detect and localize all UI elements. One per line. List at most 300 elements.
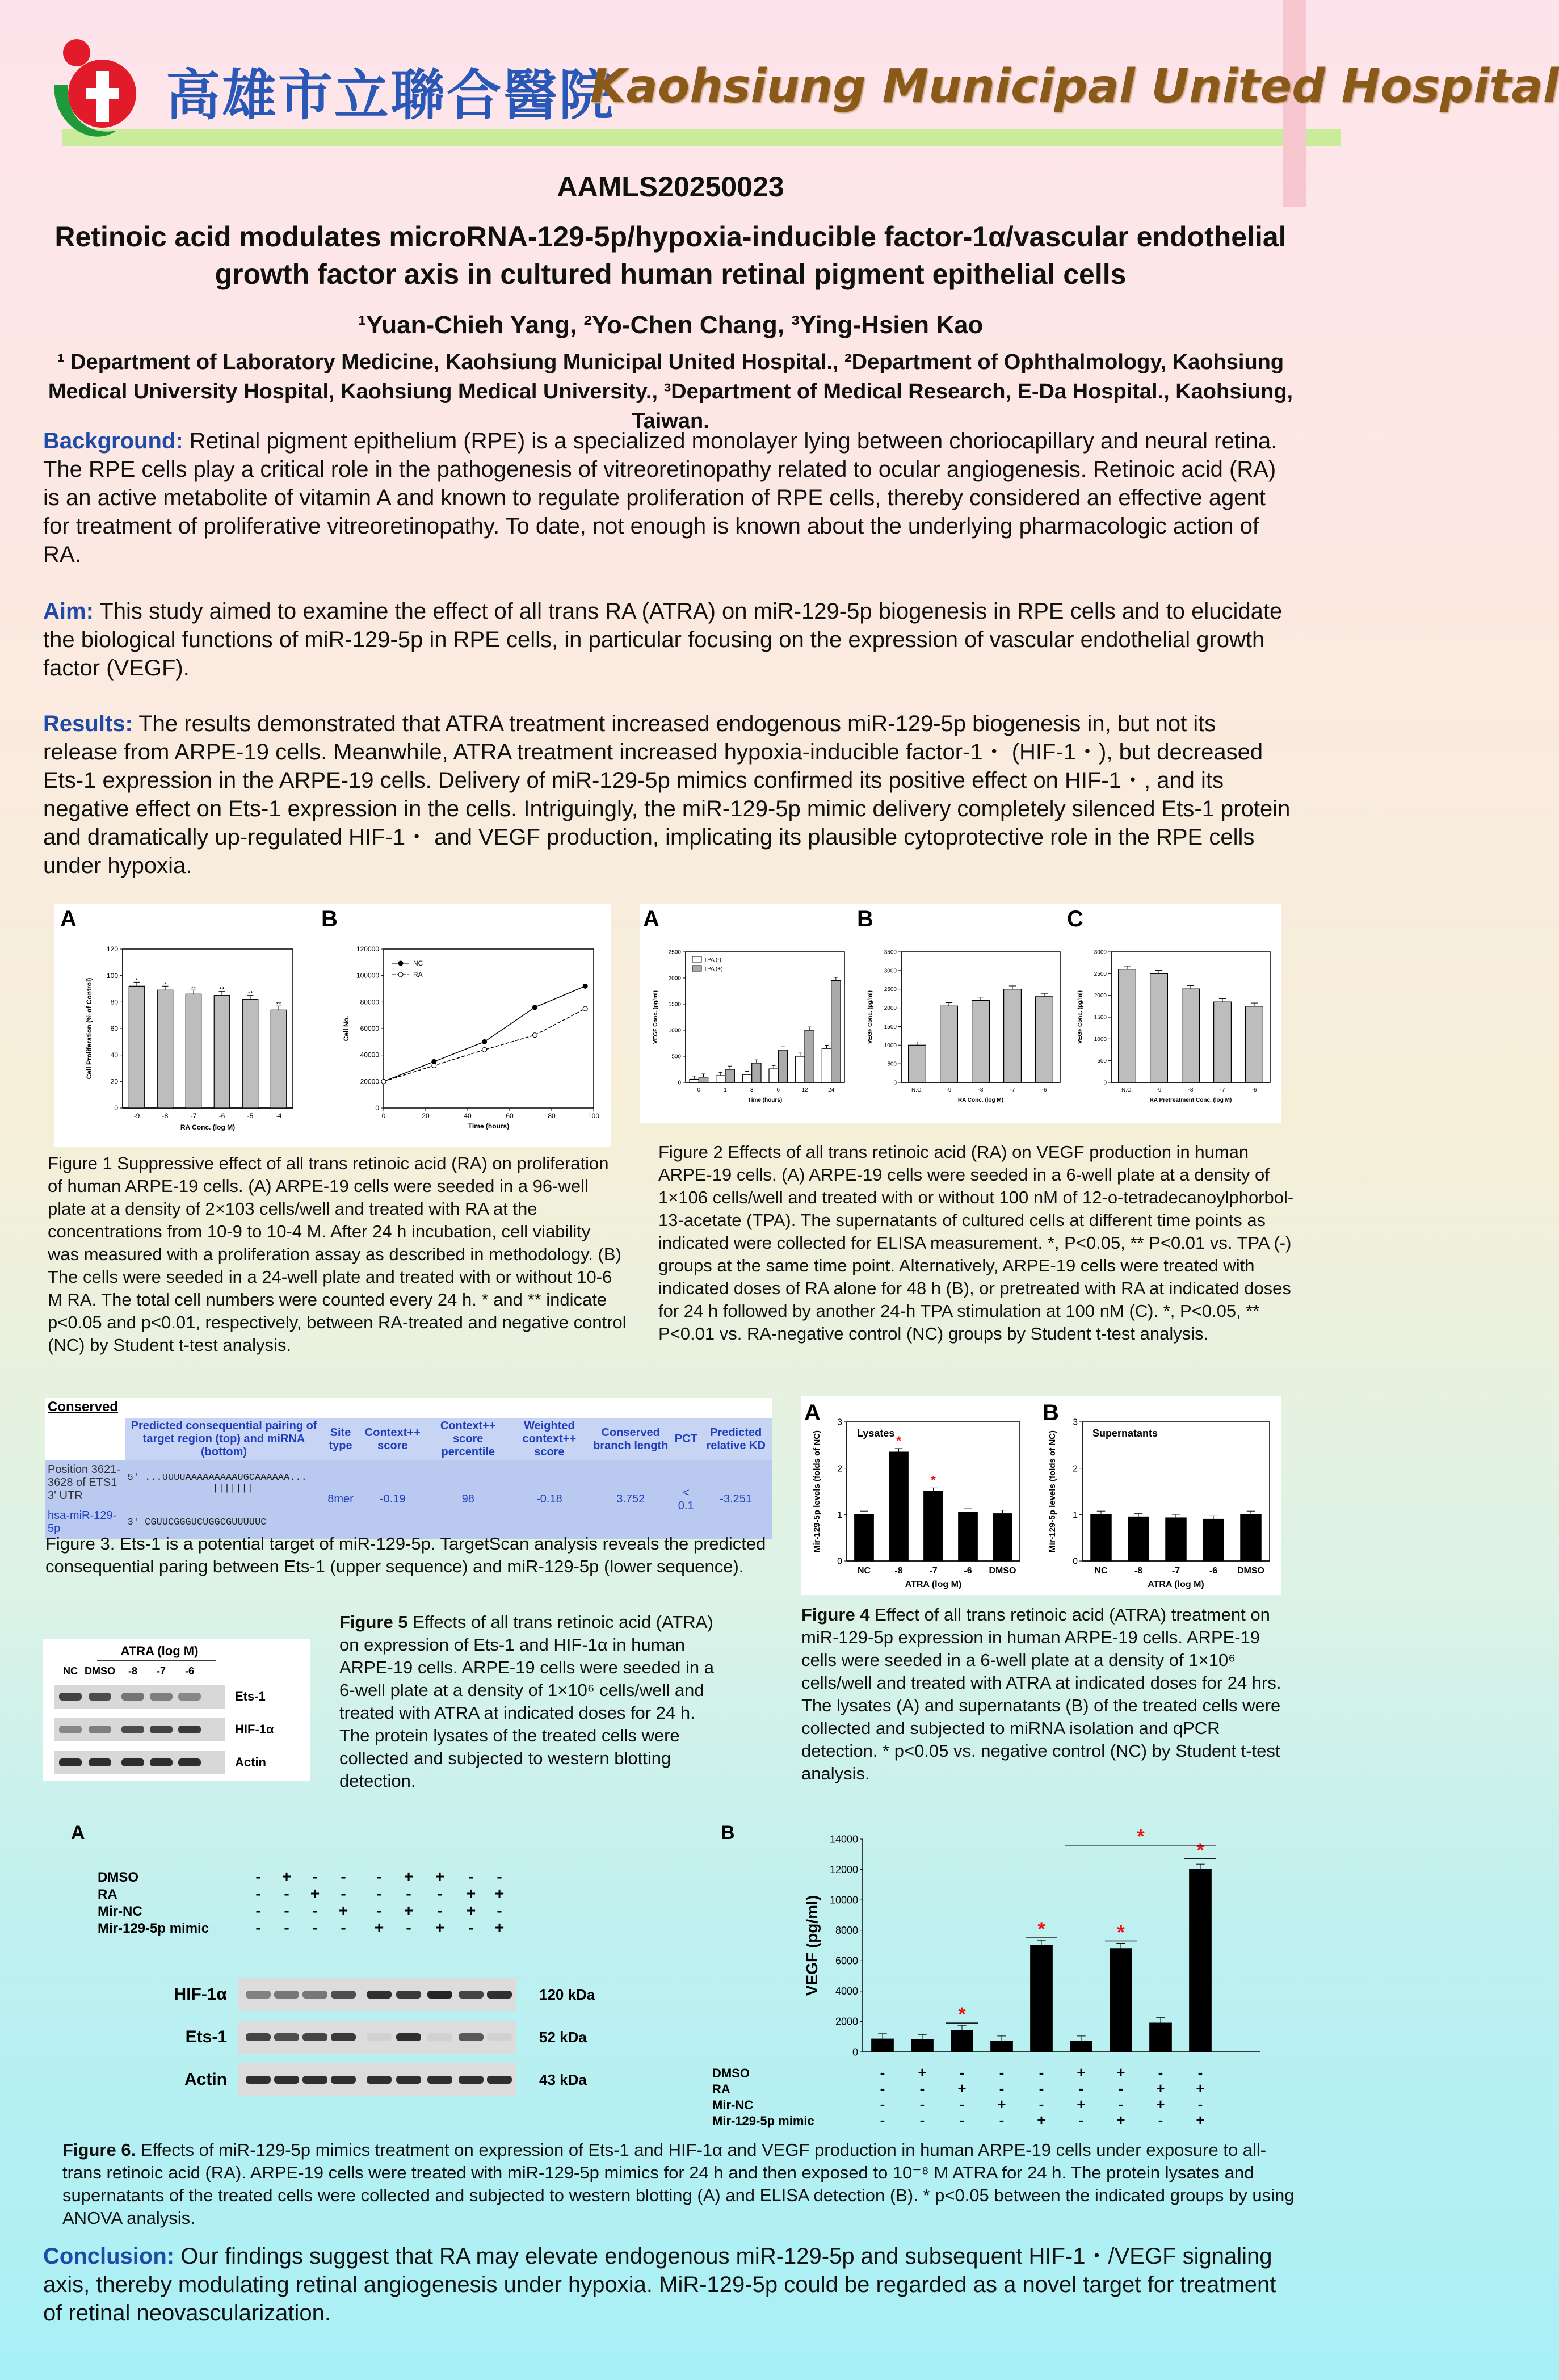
chart-title: Supernatants: [1092, 1428, 1158, 1439]
x-tick-label: 1: [724, 1087, 727, 1093]
table-row-label: hsa-miR-129-5p: [48, 1509, 117, 1535]
y-tick-label: 120000: [356, 945, 379, 953]
blot-band: [427, 2033, 452, 2041]
y-tick-label: 2000: [668, 975, 681, 982]
treatment-mark: -: [919, 2112, 925, 2129]
x-axis-label: ATRA (log M): [1148, 1580, 1204, 1589]
x-tick-label: -9: [133, 1112, 140, 1120]
treatment-label: RA: [712, 2082, 730, 2096]
treatment-label: Mir-129-5p mimic: [98, 1921, 209, 1936]
y-tick-label: 1500: [668, 1001, 681, 1008]
blot-band: [274, 1991, 299, 1999]
series-line: [384, 986, 585, 1081]
treatment-label: Mir-129-5p mimic: [712, 2114, 814, 2128]
panel-label: B: [857, 906, 873, 931]
x-axis-label: RA Conc. (log M): [957, 1097, 1004, 1103]
treatment-mark: -: [497, 1867, 502, 1885]
y-tick-label: 2000: [1094, 993, 1107, 1000]
blot-band: [459, 1991, 484, 1999]
y-tick-label: 14000: [829, 1833, 858, 1845]
y-tick-label: 1000: [884, 1042, 897, 1049]
x-tick-label: 0: [697, 1087, 701, 1093]
table-cell: 8mer: [327, 1493, 354, 1505]
y-tick-label: 80000: [360, 998, 379, 1006]
legend-label: RA: [413, 971, 423, 979]
x-tick-label: DMSO: [1237, 1566, 1264, 1576]
results-label: Results:: [43, 711, 133, 736]
significance-mark: *: [1196, 1839, 1204, 1861]
blot-band: [487, 2033, 512, 2041]
x-tick-label: -8: [162, 1112, 169, 1120]
lane-label: NC: [63, 1665, 78, 1677]
y-axis-label: VEGF Conc. (pg/ml): [867, 990, 873, 1044]
significance-mark: *: [1037, 1919, 1045, 1941]
figure-3-caption: Figure 3. Ets-1 is a potential target of miR-129-5p. TargetScan analysis reveals the predicted consequential paring between Ets-1 (upper sequence) and miR-129-5p (lower sequence).: [45, 1534, 766, 1576]
significance-mark: **: [247, 989, 253, 998]
treatment-mark: -: [312, 1867, 318, 1885]
treatment-mark: -: [284, 1884, 289, 1902]
blot-band: [59, 1758, 82, 1766]
treatment-mark: +: [1037, 2112, 1046, 2129]
treatment-label: Mir-NC: [712, 2098, 754, 2112]
treatment-mark: +: [494, 1919, 505, 1936]
treatment-mark: -: [880, 2080, 885, 2097]
blot-band: [59, 1726, 82, 1733]
treatment-mark: -: [255, 1884, 261, 1902]
x-tick-label: 20: [422, 1112, 430, 1120]
blot-band: [396, 2033, 421, 2041]
blot-band: [246, 2033, 271, 2041]
panel-label: A: [71, 1822, 85, 1844]
treatment-mark: +: [1116, 2112, 1125, 2129]
x-tick-label: 100: [587, 1112, 600, 1120]
legend-marker: [398, 972, 403, 977]
blot-band: [302, 2076, 327, 2084]
x-tick-label: 6: [776, 1087, 780, 1093]
bar: [1150, 973, 1168, 1082]
treatment-mark: -: [1197, 2064, 1203, 2081]
blot-band: [331, 2033, 356, 2041]
figure-6-caption-text: Effects of miR-129-5p mimics treatment on expression of Ets-1 and HIF-1α and VEGF production in human ARPE-19 cells under exposure to all-trans retinoic acid (RA). ARPE-19 cells were treated with miR-129-5p mimics for 24 h and then exposed to 10⁻⁸ M ATRA for 24 h. The protein lysates and supernatants of the treated cells were collected and subjected to western blotting (A) and ELISA detection (B). * p<0.05 between the indicated groups by using ANOVA analysis.: [62, 2140, 1295, 2228]
blot-row-label: HIF-1α: [235, 1722, 274, 1736]
bar: [1241, 1514, 1261, 1561]
mirna-sequence: 3' CGUUCGGGUCUGGCGUUUUUC: [127, 1517, 267, 1528]
figure-2-charts: [640, 904, 1281, 1123]
legend-swatch: [692, 966, 701, 971]
treatment-mark: -: [880, 2096, 885, 2113]
blot-band: [302, 1991, 327, 1999]
x-tick-label: -9: [946, 1087, 952, 1093]
table-header: Context++ score percentile: [427, 1418, 509, 1460]
treatment-mark: +: [1156, 2080, 1165, 2097]
y-tick-label: 40: [110, 1051, 118, 1059]
x-tick-label: -6: [218, 1112, 225, 1120]
bar: [1110, 1949, 1132, 2052]
y-tick-label: 3: [837, 1417, 842, 1428]
y-tick-label: 0: [852, 2046, 858, 2058]
x-axis-label: RA Conc. (log M): [180, 1123, 236, 1131]
treatment-mark: +: [1116, 2064, 1125, 2081]
x-tick-label: -5: [247, 1112, 254, 1120]
significance-mark: *: [931, 1473, 936, 1488]
bar: [909, 1045, 926, 1082]
treatment-mark: -: [959, 2112, 965, 2129]
treatment-mark: +: [957, 2080, 967, 2097]
blot-band: [427, 1991, 452, 1999]
y-tick-label: 1: [1073, 1510, 1078, 1520]
x-tick-label: -9: [1156, 1087, 1162, 1093]
significance-mark: **: [219, 985, 225, 994]
figure-6b: [709, 1816, 1283, 2134]
figure-1: [54, 904, 611, 1147]
treatment-mark: -: [999, 2064, 1005, 2081]
kda-label: 52 kDa: [539, 2029, 587, 2046]
background-label: Background:: [43, 429, 183, 454]
y-tick-label: 0: [1103, 1080, 1107, 1086]
data-point: [532, 1005, 537, 1010]
treatment-mark: -: [312, 1919, 318, 1936]
treatment-mark: +: [1077, 2064, 1086, 2081]
conclusion-section: [43, 2242, 1295, 2327]
bar: [1070, 2041, 1092, 2052]
treatment-mark: +: [338, 1902, 348, 1919]
bar: [796, 1056, 805, 1082]
blot-band: [59, 1693, 82, 1701]
panel-label: B: [721, 1822, 735, 1844]
blot-row-label: Actin: [184, 2070, 227, 2089]
y-tick-label: 3500: [884, 949, 897, 956]
treatment-mark: -: [1158, 2064, 1163, 2081]
bar: [831, 981, 841, 1082]
blot-band: [121, 1758, 144, 1766]
treatment-mark: +: [1196, 2112, 1205, 2129]
treatment-mark: -: [406, 1884, 411, 1902]
blot-band: [246, 1991, 271, 1999]
blot-band: [367, 2076, 392, 2084]
data-point: [432, 1063, 436, 1068]
figure-6-caption: [62, 2139, 1300, 2230]
treatment-mark: -: [1039, 2064, 1044, 2081]
results-text: The results demonstrated that ATRA treatment increased endogenous miR-129-5p biogenesis in, but not its release from ARPE-19 cells. Meanwhile, ATRA treatment increased hypoxia-inducible factor-1・ (HIF-1・), but decreased Ets-1 expression in the ARPE-19 cells. Delivery of miR-129-5p mimics confirmed its positive effect on HIF-1・, and its negative effect on Ets-1 expression in the cells. Intriguingly, the miR-129-5p mimic delivery completely silenced Ets-1 protein and dramatically up-regulated HIF-1・ and VEGF production, implicating its plausible cytoprotective role in the RPE cells under hypoxia.: [43, 711, 1291, 878]
bar: [690, 1079, 699, 1082]
conclusion-text: Our findings suggest that RA may elevate endogenous miR-129-5p and subsequent HIF-1・/VEGF signaling axis, thereby modulating retinal angiogenesis under hypoxia. MiR-129-5p could be regarded as a novel target for treatment of retinal neovascularization.: [43, 2244, 1276, 2326]
treatment-mark: -: [919, 2096, 925, 2113]
bar: [186, 994, 201, 1108]
treatment-mark: -: [880, 2112, 885, 2129]
y-tick-label: 6000: [835, 1955, 858, 1967]
treatment-label: RA: [98, 1887, 117, 1902]
bar: [805, 1030, 814, 1082]
treatment-mark: -: [341, 1884, 346, 1902]
treatment-mark: -: [255, 1919, 261, 1936]
y-tick-label: 2: [1073, 1464, 1078, 1474]
treatment-mark: -: [437, 1902, 443, 1919]
data-point: [583, 984, 587, 988]
bar: [1246, 1006, 1263, 1082]
figure-5: [43, 1639, 310, 1781]
treatment-mark: +: [466, 1884, 476, 1902]
table-cell: 98: [461, 1493, 474, 1505]
treatment-mark: -: [1118, 2080, 1124, 2097]
bar: [1128, 1517, 1149, 1561]
y-axis-label: Cell No.: [342, 1015, 350, 1042]
figure-5-blot: [43, 1639, 310, 1781]
treatment-mark: -: [312, 1902, 318, 1919]
treatment-mark: -: [999, 2112, 1005, 2129]
significance-mark: **: [191, 984, 196, 993]
table-header: PCT: [672, 1418, 700, 1460]
data-point: [583, 1006, 587, 1011]
treatment-mark: -: [1078, 2112, 1084, 2129]
figure-4: [801, 1396, 1281, 1595]
table-header: Site type: [323, 1418, 359, 1460]
x-tick-label: -6: [1209, 1566, 1218, 1576]
treatment-label: DMSO: [98, 1870, 138, 1885]
x-tick-label: -7: [190, 1112, 197, 1120]
treatment-mark: -: [437, 1884, 443, 1902]
x-tick-label: -7: [1010, 1087, 1015, 1093]
significance-mark: *: [1117, 1921, 1125, 1944]
panel-label: A: [60, 906, 77, 931]
bar: [872, 2039, 894, 2052]
treatment-mark: +: [374, 1919, 384, 1936]
treatment-mark: +: [494, 1884, 505, 1902]
blot-band: [150, 1693, 173, 1701]
significance-mark: *: [1137, 1825, 1145, 1848]
y-tick-label: 500: [887, 1061, 897, 1068]
data-point: [482, 1039, 487, 1044]
significance-mark: **: [276, 1000, 281, 1009]
treatment-mark: -: [999, 2080, 1005, 2097]
bar: [725, 1069, 734, 1082]
treatment-mark: -: [497, 1902, 502, 1919]
kda-label: 43 kDa: [539, 2071, 587, 2088]
poster-code: AAMLS20250023: [557, 171, 784, 203]
blot-band: [487, 2076, 512, 2084]
treatment-mark: -: [341, 1867, 346, 1885]
y-tick-label: 0: [114, 1104, 118, 1113]
chart-title: Lysates: [857, 1428, 895, 1439]
figure-4-caption: [801, 1604, 1295, 1785]
treatment-mark: -: [919, 2080, 925, 2097]
bar: [889, 1452, 909, 1561]
table-row-label: Position 3621-3628 of ETS1 3' UTR: [48, 1463, 120, 1502]
y-tick-label: 60: [110, 1025, 118, 1033]
significance-mark: *: [958, 2004, 966, 2026]
significance-mark: *: [135, 976, 138, 985]
table-cell: 3.752: [616, 1493, 645, 1505]
blot-band: [274, 2033, 299, 2041]
legend-label: TPA (-): [704, 957, 721, 963]
treatment-mark: +: [404, 1902, 414, 1919]
x-tick-label: 3: [750, 1087, 754, 1093]
blot-band: [121, 1726, 144, 1733]
bar: [1190, 1870, 1212, 2052]
bar: [742, 1074, 751, 1082]
treatment-mark: -: [376, 1884, 382, 1902]
y-tick-label: 3: [1073, 1417, 1078, 1428]
y-tick-label: 2500: [1094, 971, 1107, 977]
treatment-label: Mir-NC: [98, 1904, 142, 1919]
x-tick-label: N.C.: [911, 1087, 923, 1093]
target-sequence-text: 5' ...UUUUAAAAAAAAAUGCAAAAAA...: [127, 1472, 307, 1483]
bar: [972, 1000, 990, 1082]
treatment-mark: -: [1078, 2080, 1084, 2097]
series-line: [384, 1009, 585, 1081]
bar: [1004, 989, 1022, 1082]
legend-label: TPA (+): [704, 966, 723, 972]
x-tick-label: -6: [1251, 1087, 1257, 1093]
figure-5-caption-text: Effects of all trans retinoic acid (ATRA) on expression of Ets-1 and HIF-1α in human ARPE-19 cells. ARPE-19 cells were seeded in a 6-well plate at a density of 1×10⁶ cells/well and treated with ATRA at indicated doses for 24 h. The protein lysates of the treated cells were collected and subjected to western blotting detection.: [339, 1612, 714, 1791]
y-tick-label: 120: [106, 945, 118, 954]
y-tick-label: 20000: [360, 1077, 379, 1086]
table-cell: < 0.1: [678, 1486, 694, 1512]
y-tick-label: 60000: [360, 1025, 379, 1032]
y-tick-label: 0: [375, 1104, 379, 1112]
table-cell: -0.18: [536, 1493, 562, 1505]
blot-band: [150, 1726, 173, 1733]
x-tick-label: 60: [506, 1112, 514, 1120]
blot-band: [396, 2076, 421, 2084]
blot-header: ATRA (log M): [120, 1644, 199, 1658]
x-tick-label: DMSO: [989, 1566, 1016, 1576]
bar: [959, 1512, 978, 1561]
treatment-mark: -: [341, 1919, 346, 1936]
bar: [911, 2040, 934, 2052]
y-tick-label: 2000: [835, 2016, 858, 2028]
table-header: Predicted consequential pairing of target region (top) and miRNA (bottom): [125, 1418, 323, 1460]
bar: [214, 996, 230, 1108]
x-tick-label: -8: [1134, 1566, 1143, 1576]
y-tick-label: 2000: [884, 1005, 897, 1012]
significance-mark: *: [163, 980, 167, 989]
bar: [1214, 1002, 1232, 1082]
data-point: [381, 1079, 386, 1084]
blot-band: [89, 1693, 111, 1701]
table-header: Context++ score: [359, 1418, 427, 1460]
y-tick-label: 1000: [1094, 1036, 1107, 1043]
legend-swatch: [692, 956, 701, 962]
aim-section: [43, 597, 1295, 682]
targetscan-table: [45, 1418, 772, 1539]
treatment-mark: -: [1197, 2096, 1203, 2113]
x-axis-label: Time (hours): [747, 1097, 783, 1103]
blot-band: [89, 1726, 111, 1733]
aim-label: Aim:: [43, 599, 94, 624]
y-tick-label: 100: [106, 971, 118, 980]
blot-band: [331, 1991, 356, 1999]
table-header: Weighted context++ score: [509, 1418, 589, 1460]
blot-band: [302, 2033, 327, 2041]
panel-label: B: [321, 906, 338, 931]
y-axis-label: VEGF Conc. (pg/ml): [1077, 990, 1083, 1044]
x-tick-label: -7: [1171, 1566, 1180, 1576]
y-tick-label: 10000: [829, 1894, 858, 1906]
y-tick-label: 3000: [1094, 949, 1107, 956]
bar: [157, 990, 173, 1108]
y-tick-label: 0: [1073, 1556, 1078, 1567]
figure-2: [640, 904, 1281, 1123]
aim-text: This study aimed to examine the effect of all trans RA (ATRA) on miR-129-5p biogenesis in RPE cells and to elucidate the biological functions of miR-129-5p in RPE cells, in particular focusing on the expression of vascular endothelial growth factor (VEGF).: [43, 599, 1283, 681]
bar: [1036, 997, 1053, 1082]
y-tick-label: 2500: [884, 987, 897, 993]
treatment-mark: -: [1118, 2096, 1124, 2113]
plot-frame: [123, 949, 293, 1108]
header-stripe: [62, 129, 1341, 146]
treatment-mark: -: [406, 1919, 411, 1936]
figure-5-caption: [339, 1611, 725, 1793]
figure-1-caption: Figure 1 Suppressive effect of all trans retinoic acid (RA) on proliferation of human ARPE-19 cells. (A) ARPE-19 cells were seeded in a 96-well plate at a density of 2×103 cells/well and treated with RA at the concentrations from 10-9 to 10-4 M. After 24 h incubation, cell viability was measured with a proliferation assay as described in methodology. (B) The cells were seeded in a 24-well plate and treated with or without 10-6 M RA. The total cell numbers were counted every 24 h. * and ** indicate p<0.05 and p<0.01, respectively, between RA-treated and negative control (NC) by Student t-test analysis.: [48, 1153, 627, 1355]
legend-label: NC: [413, 959, 423, 967]
lane-label: -8: [128, 1665, 138, 1677]
y-tick-label: 20: [110, 1077, 118, 1086]
y-axis-label: Mir-129-5p levels (folds of NC): [812, 1430, 822, 1553]
bar: [940, 1006, 958, 1082]
treatment-mark: -: [1039, 2080, 1044, 2097]
treatment-mark: -: [1039, 2096, 1044, 2113]
figure-6b-chart: [709, 1816, 1283, 2134]
data-point: [482, 1047, 487, 1052]
figure-6a: [62, 1816, 664, 2112]
x-tick-label: 0: [381, 1112, 386, 1120]
x-tick-label: -4: [275, 1112, 282, 1120]
y-axis-label: VEGF (pg/ml): [803, 1895, 821, 1996]
panel-label: A: [643, 906, 659, 931]
x-tick-label: -8: [894, 1566, 903, 1576]
table-corner: [45, 1418, 125, 1460]
poster-affiliations: ¹ Department of Laboratory Medicine, Kaohsiung Municipal United Hospital., ²Department of Ophthalmology, Kaohsiung Medical University Hospital, Kaohsiung Medical University., ³Department of Medical Research, E-Da Hospital., Kaohsiung, Taiwan.: [48, 350, 1293, 433]
treatment-mark: -: [1158, 2112, 1163, 2129]
background-section: [43, 427, 1295, 569]
y-tick-label: 2: [837, 1464, 842, 1474]
blot-band: [459, 2033, 484, 2041]
y-axis-label: Cell Proliferation (% of Control): [85, 977, 93, 1080]
panel-label: A: [804, 1400, 821, 1425]
bar: [822, 1048, 831, 1082]
figure-6a-blot: [62, 1816, 664, 2112]
blot-band: [367, 1991, 392, 1999]
y-tick-label: 0: [678, 1080, 681, 1086]
figure-4-caption-label: Figure 4: [801, 1605, 870, 1625]
data-point: [532, 1033, 537, 1038]
treatment-mark: +: [466, 1902, 476, 1919]
blot-band: [178, 1693, 201, 1701]
bar: [924, 1492, 943, 1562]
background-text: Retinal pigment epithelium (RPE) is a specialized monolayer lying between choriocapillary and neural retina. The RPE cells play a critical role in the pathogenesis of vitreoretinopathy related to ocular angiogenesis. Retinoic acid (RA) is an active metabolite of vitamin A and known to regulate proliferation of RPE cells, thereby considered an effective agent for treatment of proliferative vitreoretinopathy. To date, not enough is known about the underlying pharmacologic action of RA.: [43, 429, 1278, 567]
y-tick-label: 500: [1097, 1058, 1107, 1065]
treatment-mark: +: [1077, 2096, 1086, 2113]
x-tick-label: NC: [857, 1566, 871, 1576]
y-tick-label: 1: [837, 1510, 842, 1520]
y-tick-label: 100000: [356, 971, 379, 980]
treatment-mark: -: [468, 1867, 474, 1885]
x-tick-label: 80: [548, 1112, 556, 1120]
x-tick-label: NC: [1094, 1566, 1108, 1576]
blot-band: [89, 1758, 111, 1766]
figure-5-caption-label: Figure 5: [339, 1612, 408, 1632]
y-tick-label: 0: [837, 1556, 842, 1567]
x-tick-label: 40: [464, 1112, 472, 1120]
y-axis-label: Mir-129-5p levels (folds of NC): [1048, 1430, 1057, 1553]
blot-band: [178, 1726, 201, 1733]
results-section: [43, 710, 1295, 880]
treatment-mark: -: [376, 1867, 382, 1885]
lane-label: -7: [156, 1665, 166, 1677]
figure-1-charts: [54, 904, 611, 1147]
table-header: Predicted relative KD: [700, 1418, 772, 1460]
x-axis-label: ATRA (log M): [905, 1580, 962, 1589]
poster-title: Retinoic acid modulates microRNA-129-5p/hypoxia-inducible factor-1α/vascular endothelial growth factor axis in cultured human retinal pigment epithelial cells: [54, 221, 1287, 290]
